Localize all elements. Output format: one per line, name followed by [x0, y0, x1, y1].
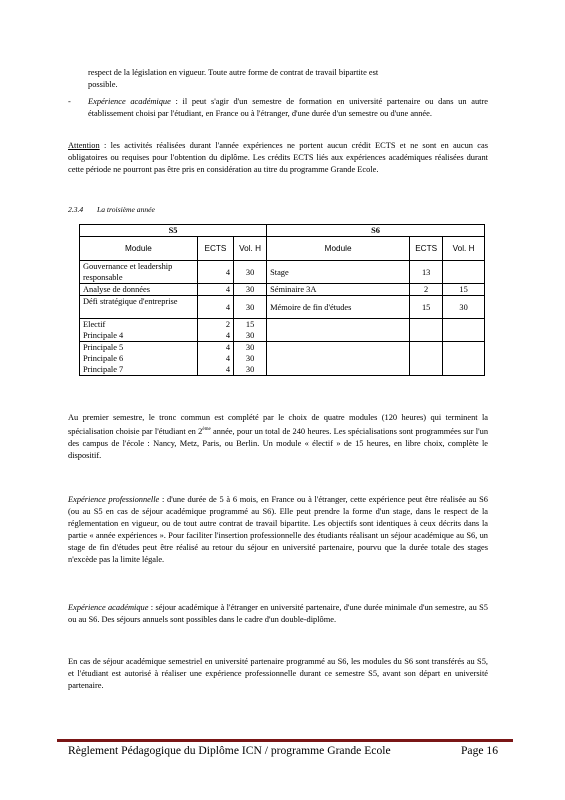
- s5-ects-cell: 4: [197, 353, 233, 364]
- s6-empty-cell: [410, 319, 443, 342]
- s6-vol-cell: 30: [443, 296, 485, 319]
- table-row: [80, 319, 485, 331]
- table-semester-header: [80, 225, 485, 237]
- column-header-vol-s5: Vol. H: [234, 237, 267, 261]
- s5-module-cell: Analyse de données: [80, 284, 198, 296]
- footer-rule: [57, 739, 513, 742]
- s6-empty-cell: [267, 342, 410, 376]
- section-heading: [68, 204, 155, 216]
- s6-module-cell: Mémoire de fin d'études: [267, 296, 410, 319]
- s5-module-cell: Electif: [80, 319, 198, 331]
- column-header-vol-s6: Vol. H: [443, 237, 485, 261]
- s6-empty-cell: [267, 319, 410, 342]
- para1-text-before: Au premier semestre, le tronc commun est complété par le choix de quatre modules (120 heures) qui terminent la spécialisation choisie par l'étudiant en 2: [68, 413, 488, 436]
- intro-line-1: respect de la législation en vigueur. Toute autre forme de contrat de travail bipartite est: [88, 68, 379, 77]
- s6-empty-cell: [443, 342, 485, 376]
- s5-module-cell: Principale 7: [80, 364, 198, 376]
- table-column-header: [80, 237, 485, 261]
- s5-ects-cell: 4: [197, 330, 233, 342]
- column-header-module-s5: Module: [80, 237, 198, 261]
- section-number: 2.3.4: [68, 205, 84, 214]
- s5-vol-cell: 15: [234, 319, 267, 331]
- s6-ects-cell: 2: [410, 284, 443, 296]
- s5-vol-cell: 30: [234, 330, 267, 342]
- attention-text: : les activités réalisées durant l'année expériences ne portent aucun crédit ECTS et ne sont en aucun cas obligatoires ou requises pour l'obtention du diplôme. Les crédits ECTS liés aux expériences académiques réalisées durant cette période ne pourront pas être pris en considération au titre du programme Grande Ecole.: [68, 141, 488, 174]
- s5-ects-cell: 4: [197, 261, 233, 284]
- page-footer: [68, 744, 498, 757]
- column-header-ects-s5: ECTS: [197, 237, 233, 261]
- semester-s5-header: S5: [80, 225, 267, 237]
- bullet-academic-experience: [88, 96, 488, 120]
- s5-module-cell: Défi stratégique d'entreprise: [80, 296, 198, 319]
- s6-ects-cell: 13: [410, 261, 443, 284]
- s5-module-cell: Principale 4: [80, 330, 198, 342]
- s6-module-cell: Stage: [267, 261, 410, 284]
- column-header-module-s6: Module: [267, 237, 410, 261]
- s5-ects-cell: 4: [197, 296, 233, 319]
- s6-ects-cell: 15: [410, 296, 443, 319]
- s5-ects-cell: 2: [197, 319, 233, 331]
- professional-experience-label: Expérience professionnelle: [68, 495, 160, 504]
- s6-vol-cell: 15: [443, 284, 485, 296]
- table-row: [80, 342, 485, 354]
- s5-vol-cell: 30: [234, 342, 267, 354]
- bullet-label: Expérience académique: [88, 97, 171, 106]
- s5-ects-cell: 4: [197, 364, 233, 376]
- para1-text-after: année, pour un total de 240 heures. Les spécialisations sont programmées sur l'un des campus de l'école : Nancy, Metz, Paris, ou Berlin. Un module « électif » de 15 heures, en libre choix, complète le dispositif.: [68, 426, 489, 460]
- s5-ects-cell: 4: [197, 284, 233, 296]
- academic-experience-paragraph: [68, 602, 488, 626]
- professional-experience-paragraph: [68, 494, 488, 566]
- professional-experience-text: : d'une durée de 5 à 6 mois, en France ou à l'étranger, cette expérience peut être réalisée au S6 (ou au S5 en cas de séjour académique programmé au S6). Elle peut prendre la forme d'un stage, dans le respect de la réglementation en vigueur, ou de tout autre contrat de travail bipartite. Les objectifs sont identiques à ceux décrits dans la partie « année expériences ». Pour faciliter l'insertion professionnelle des étudiants réalisant un séjour académique au S6, un stage de fin d'études peut être réalisé au retour du séjour en université partenaire, pourvu que la durée totale des stages n'excède pas la limite légale.: [68, 495, 488, 564]
- para1-superscript: ème: [202, 427, 211, 432]
- footer-title: Règlement Pédagogique du Diplôme ICN / programme Grande Ecole: [68, 744, 391, 757]
- intro-paragraph: [88, 67, 488, 91]
- academic-experience-label: Expérience académique: [68, 603, 149, 612]
- academic-stay-paragraph: En cas de séjour académique semestriel en université partenaire programmé au S6, les modules du S6 sont transférés au S5, et l'étudiant est autorisé à réaliser une expérience professionnelle durant ce semestre S5, avant son départ en université partenaire.: [68, 657, 488, 690]
- table-row: [80, 296, 485, 319]
- bullet-dash: -: [68, 97, 71, 106]
- s5-vol-cell: 30: [234, 353, 267, 364]
- table-row: [80, 261, 485, 284]
- s5-vol-cell: 30: [234, 364, 267, 376]
- s5-module-cell: Principale 5: [80, 342, 198, 354]
- bullet-text: : il peut s'agir d'un semestre de formation en université partenaire ou dans un autre établissement choisi par l'étudiant, en France ou à l'étranger, d'une durée d'un semestre ou d'une année.: [88, 97, 488, 118]
- s5-vol-cell: 30: [234, 261, 267, 284]
- s6-vol-cell: [443, 261, 485, 284]
- column-header-ects-s6: ECTS: [410, 237, 443, 261]
- intro-line-2: possible.: [88, 80, 118, 89]
- attention-paragraph: [68, 140, 488, 176]
- s5-ects-cell: 4: [197, 342, 233, 354]
- curriculum-table: [79, 224, 485, 376]
- table-row: [80, 284, 485, 296]
- third-year-paragraph: [68, 412, 488, 462]
- s6-module-cell: Séminaire 3A: [267, 284, 410, 296]
- page-number: Page 16: [460, 744, 498, 757]
- semester-s6-header: S6: [267, 225, 485, 237]
- section-title: La troisième année: [97, 205, 155, 214]
- s6-empty-cell: [410, 342, 443, 376]
- s6-empty-cell: [443, 319, 485, 342]
- s5-vol-cell: 30: [234, 296, 267, 319]
- academic-experience-text: : séjour académique à l'étranger en université partenaire, d'une durée minimale d'un semestre, au S5 ou au S6. Des séjours annuels sont possibles dans le cadre d'un double-diplôme.: [68, 603, 488, 624]
- attention-label: Attention: [68, 141, 100, 150]
- s5-vol-cell: 30: [234, 284, 267, 296]
- s5-module-cell: Principale 6: [80, 353, 198, 364]
- s5-module-cell: Gouvernance et leadership responsable: [80, 261, 198, 284]
